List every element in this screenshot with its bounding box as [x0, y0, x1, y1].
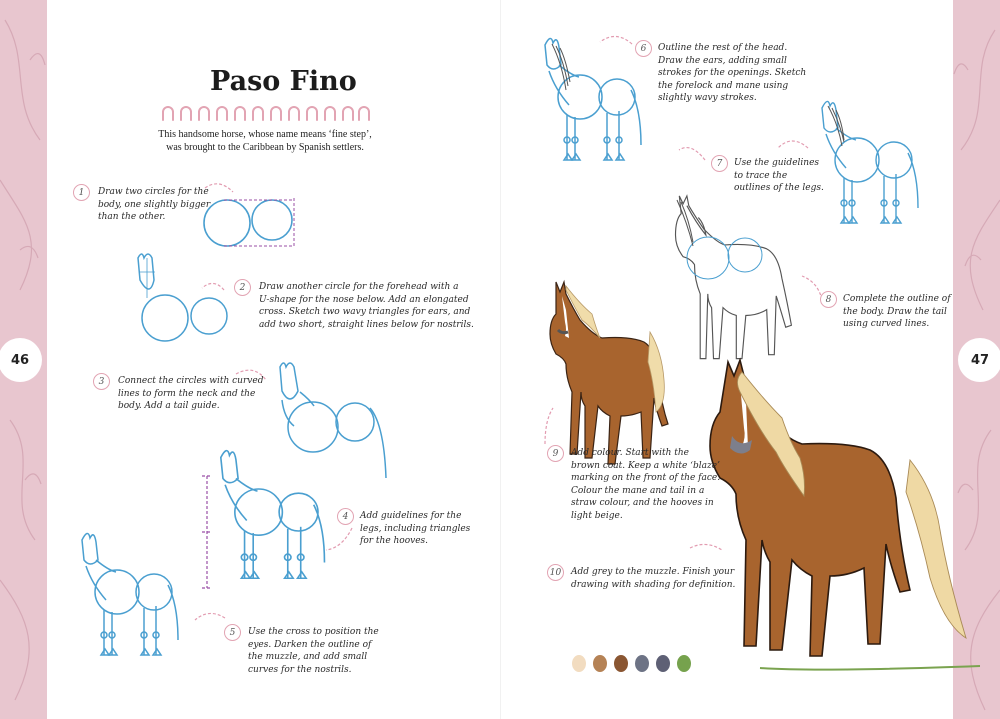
colour-swatch: [572, 655, 586, 672]
text-line: marking on the front of the face.: [571, 473, 721, 483]
step-3-text: [118, 375, 263, 413]
text-line: straw colour, and the hooves in: [571, 498, 714, 508]
step-number: 3: [93, 373, 110, 390]
step7-legs-outline-sketch: [822, 101, 918, 223]
step-number: 9: [547, 445, 564, 462]
step10-final-horse: [710, 360, 980, 670]
page-number-right: 47: [958, 338, 1000, 382]
text-line: curves for the nostrils.: [248, 664, 352, 675]
step6-mane-sketch: [545, 38, 641, 160]
text-line: brown coat. Keep a white ‘blaze’: [571, 460, 720, 471]
text-line: slightly wavy strokes.: [658, 93, 757, 103]
step1-circles-sketch: [204, 198, 294, 248]
text-line: Draw two circles for the: [98, 187, 209, 197]
colour-swatch: [656, 655, 670, 672]
text-line: body. Add a tail guide.: [118, 401, 220, 411]
text-line: Add grey to the muzzle. Finish your: [571, 567, 735, 577]
step-number: 6: [635, 40, 652, 57]
step-4-text: [360, 510, 470, 548]
text-line: Connect the circles with curved: [118, 376, 264, 386]
text-line: drawing with shading for definition.: [571, 579, 736, 590]
page-number-left: 46: [0, 338, 42, 382]
text-line: strokes for the openings. Sketch: [658, 68, 807, 78]
text-line: Use the guidelines: [734, 158, 820, 168]
text-line: outlines of the legs.: [734, 183, 824, 193]
step-number: 7: [711, 155, 728, 172]
step-6-text: [658, 42, 806, 105]
step-number: 4: [337, 508, 354, 525]
text-line: Draw the ears, adding small: [658, 55, 787, 66]
step-8-text: [843, 293, 951, 331]
text-line: Outline the rest of the head.: [658, 43, 788, 53]
text-line: eyes. Darken the outline of: [248, 639, 372, 650]
text-line: cross. Sketch two wavy triangles for ears, and: [259, 307, 471, 317]
text-line: the forelock and mane using: [658, 80, 789, 91]
step-7-text: [734, 157, 824, 195]
text-line: the muzzle, and add small: [248, 652, 368, 662]
step-number: 10: [547, 564, 564, 581]
step8-body-outline-sketch: [676, 196, 792, 359]
step-number: 5: [224, 624, 241, 641]
text-line: using curved lines.: [843, 319, 930, 329]
text-line: Use the cross to position the: [248, 627, 379, 637]
text-line: than the other.: [98, 212, 166, 222]
colour-swatch: [635, 655, 649, 672]
text-line: light beige.: [571, 510, 623, 521]
text-line: U-shape for the nose below. Add an elongated: [259, 294, 469, 305]
text-line: to trace the: [734, 170, 788, 181]
text-line: Add guidelines for the: [360, 511, 462, 521]
text-line: body, one slightly bigger: [98, 199, 211, 210]
colour-swatch: [593, 655, 607, 672]
intro-line: was brought to the Caribbean by Spanish settlers.: [166, 142, 364, 153]
step-1-text: [98, 186, 210, 224]
text-line: lines to form the neck and the: [118, 388, 256, 399]
colour-swatch: [677, 655, 691, 672]
step-10-text: [571, 566, 735, 591]
text-line: Colour the mane and tail in a: [571, 485, 705, 496]
step9-coloured-horse: [550, 282, 668, 464]
text-line: add two short, straight lines below for nostrils.: [259, 319, 474, 330]
step2-head-sketch: [138, 254, 227, 341]
step4-legs-guide-sketch: [202, 451, 324, 588]
text-line: for the hooves.: [360, 536, 429, 546]
intro-line: This handsome horse, whose name means ‘fine step’,: [158, 129, 372, 140]
step-number: 2: [234, 279, 251, 296]
step-number: 1: [73, 184, 90, 201]
colour-swatch: [614, 655, 628, 672]
text-line: the body. Draw the tail: [843, 306, 947, 317]
page-title: Paso Fino: [210, 66, 357, 97]
step-5-text: [248, 626, 379, 676]
step3-neck-sketch: [280, 363, 386, 478]
text-line: Complete the outline of: [843, 294, 951, 304]
text-line: Add colour. Start with the: [571, 448, 689, 458]
step5-eyes-sketch: [82, 533, 178, 655]
step-9-text: [571, 447, 720, 522]
text-line: legs, including triangles: [360, 523, 471, 534]
text-line: Draw another circle for the forehead with a: [259, 282, 459, 292]
step-number: 8: [820, 291, 837, 308]
step-2-text: [259, 281, 474, 331]
